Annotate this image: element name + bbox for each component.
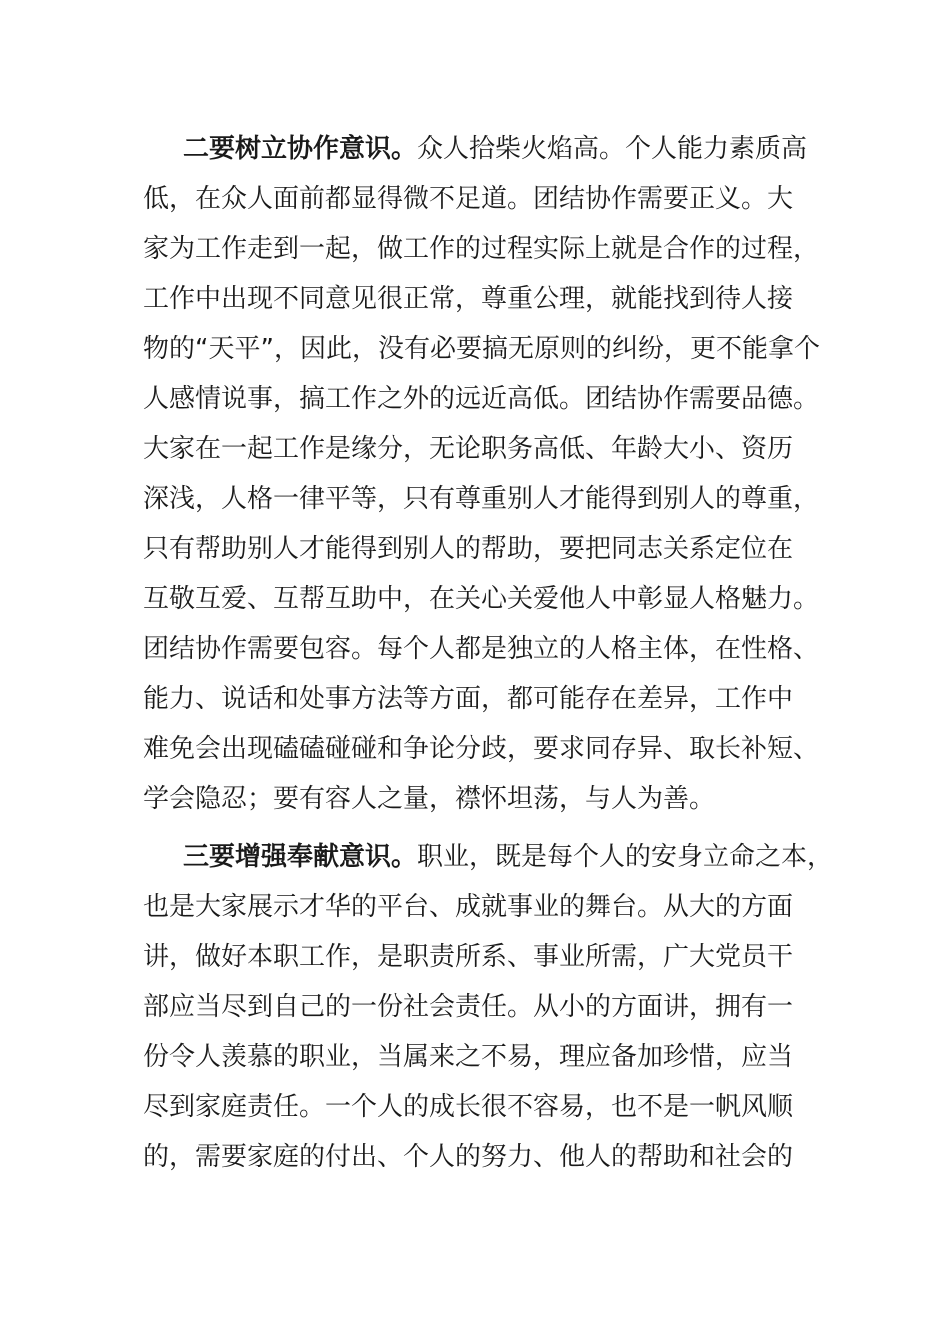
body-text xyxy=(143,124,834,1182)
paragraph-heading: 二要树立协作意识。 xyxy=(183,134,418,164)
text-line: 讲，做好本职工作，是职责所系、事业所需，广大党员干 xyxy=(143,942,794,972)
text-line: 只有帮助别人才能得到别人的帮助，要把同志关系定位在 xyxy=(143,534,794,564)
text-line: 学会隐忍；要有容人之量，襟怀坦荡，与人为善。 xyxy=(143,784,716,814)
text-line: 的，需要家庭的付出、个人的努力、他人的帮助和社会的 xyxy=(143,1142,794,1172)
text-line: 团结协作需要包容。每个人都是独立的人格主体，在性格、 xyxy=(143,634,820,664)
text-line: 工作中出现不同意见很正常，尊重公理，就能找到待人接 xyxy=(143,284,794,314)
text-line: 份令人羡慕的职业，当属来之不易，理应备加珍惜，应当 xyxy=(143,1042,794,1072)
text-line: 深浅，人格一律平等，只有尊重别人才能得到别人的尊重， xyxy=(143,484,820,514)
text-line: 大家在一起工作是缘分，无论职务高低、年龄大小、资历 xyxy=(143,434,794,464)
text-line: 部应当尽到自己的一份社会责任。从小的方面讲，拥有一 xyxy=(143,992,794,1022)
text-line: 也是大家展示才华的平台、成就事业的舞台。从大的方面 xyxy=(143,892,794,922)
paragraph-first-line xyxy=(143,124,813,174)
text-line: 职业，既是每个人的安身立命之本， xyxy=(417,842,834,872)
paragraph-first-line xyxy=(143,832,834,882)
paragraph-spacer xyxy=(143,824,813,832)
text-line: 难免会出现磕磕碰碰和争论分歧，要求同存异、取长补短、 xyxy=(143,734,820,764)
paragraph-dedication xyxy=(143,832,834,1182)
text-line: 尽到家庭责任。一个人的成长很不容易，也不是一帆风顺 xyxy=(143,1092,794,1122)
text-line: 低，在众人面前都显得微不足道。团结协作需要正义。大 xyxy=(143,184,794,214)
text-line: 人感情说事，搞工作之外的远近高低。团结协作需要品德。 xyxy=(143,384,820,414)
paragraph-cooperation xyxy=(143,124,820,824)
text-line: 众人拾柴火焰高。个人能力素质高 xyxy=(417,134,808,164)
paragraph-heading: 三要增强奉献意识。 xyxy=(183,842,418,872)
text-line: 物的“天平”，因此，没有必要搞无原则的纠纷，更不能拿个 xyxy=(143,334,820,364)
text-line: 互敬互爱、互帮互助中，在关心关爱他人中彰显人格魅力。 xyxy=(143,584,820,614)
text-line: 能力、说话和处事方法等方面，都可能存在差异，工作中 xyxy=(143,684,794,714)
text-line: 家为工作走到一起，做工作的过程实际上就是合作的过程， xyxy=(143,234,820,264)
